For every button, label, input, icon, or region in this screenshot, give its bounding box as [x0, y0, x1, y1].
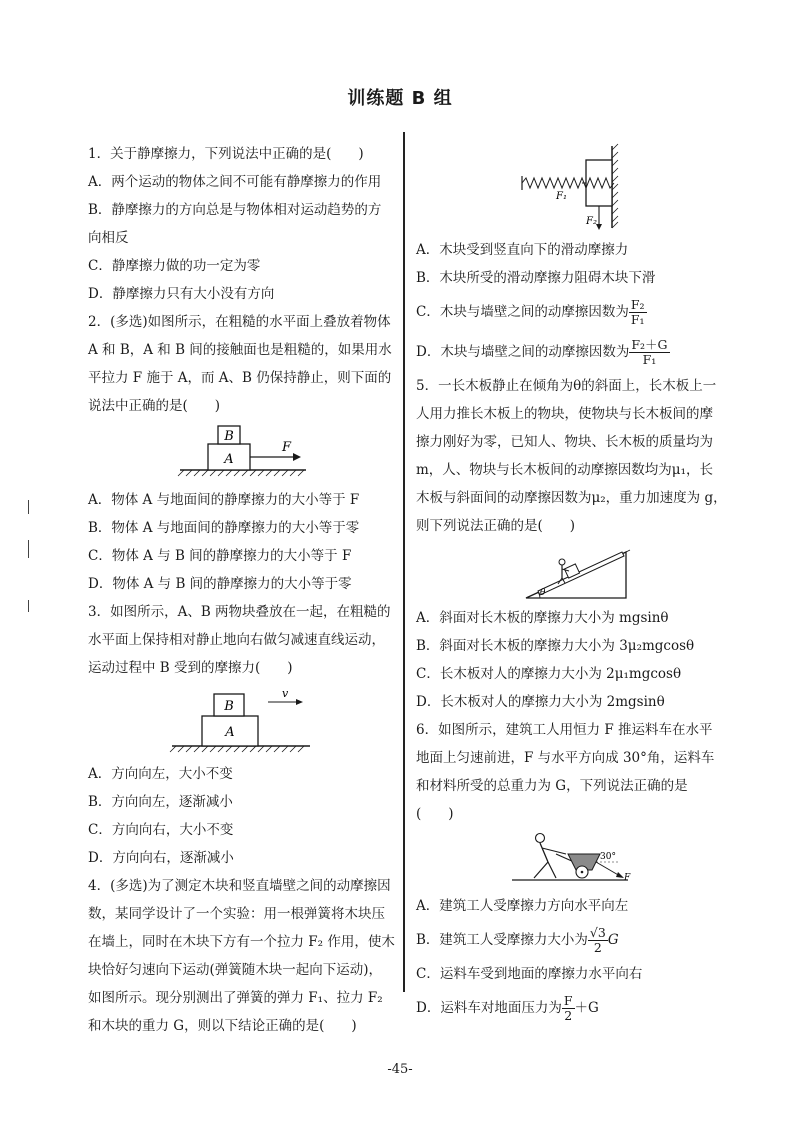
- question-4: [88, 872, 394, 1040]
- q4-option-b: B．木块所受的滑动摩擦力阻碍木块下滑: [416, 270, 656, 286]
- page-title: 训练题 B 组: [347, 88, 453, 109]
- q2-stem-line: A 和 B，A 和 B 间的接触面也是粗糙的，如果用水: [88, 342, 392, 358]
- velocity-arrowhead: [296, 699, 303, 705]
- q4-stem-line: 块恰好匀速向下运动(弹簧随木块一起向下运动)，: [88, 962, 383, 978]
- ground-hatch: [178, 470, 304, 476]
- question-3: [88, 598, 394, 872]
- spring-force-label: F₁: [556, 191, 567, 202]
- q6-stem-line: 6．如图所示，建筑工人用恒力 F 推运料车在水平: [416, 722, 713, 738]
- q6-option-d-fraction: [562, 994, 575, 1023]
- fraction-denominator: 2: [564, 1008, 573, 1023]
- q4-stem-line: 在墙上，同时在木块下方有一个拉力 F₂ 作用，使木: [88, 934, 395, 950]
- ground-hatch: [170, 746, 304, 752]
- question-6: [416, 716, 722, 1028]
- q5-stem-line: 人用力推长木板上的物块，使物块与长木板间的摩: [416, 406, 713, 422]
- q5-figure: [416, 540, 722, 604]
- q2-option-c: C．物体 A 与 B 间的静摩擦力的大小等于 F: [88, 548, 352, 564]
- q6-option-d-text: D．运料车对地面压力为: [416, 1000, 562, 1016]
- q1-option-b: B．静摩擦力的方向总是与物体相对运动趋势的方: [88, 202, 382, 218]
- q4-option-d: [416, 332, 722, 372]
- force-line: [596, 862, 620, 876]
- pull-force-label: F₂: [586, 216, 597, 227]
- q1-stem: 1．关于静摩擦力，下列说法中正确的是( ): [88, 146, 364, 162]
- q3-option-b: B．方向向左，逐渐减小: [88, 794, 233, 810]
- q4-figure: [416, 140, 722, 236]
- force-arrowhead: [293, 453, 301, 461]
- fraction-denominator: F₁: [630, 312, 645, 327]
- block-a-label: A: [224, 452, 234, 467]
- q5-stem-line: 则下列说法正确的是( ): [416, 518, 576, 534]
- q2-stem-line: 2．(多选)如图所示，在粗糙的水平面上叠放着物体: [88, 314, 391, 330]
- block-b-label: B: [224, 699, 234, 714]
- q6-option-b-fraction: [588, 926, 608, 955]
- q4-stem-line: 如图所示。现分别测出了弹簧的弹力 F₁、拉力 F₂: [88, 990, 383, 1006]
- fraction-numerator: √3: [589, 925, 606, 940]
- q5-stem-line: m，人、物块与长木板间的动摩擦因数均为μ₁，长: [416, 462, 713, 478]
- q5-stem-line: 5．一长木板静止在倾角为θ的斜面上，长木板上一: [416, 378, 717, 394]
- fraction-numerator: F₂: [630, 297, 645, 312]
- q6-figure: [416, 828, 722, 892]
- q1-option-c: C．静摩擦力做的功一定为零: [88, 258, 261, 274]
- left-column: [88, 140, 394, 1040]
- q6-option-d-tail: ＋G: [574, 1000, 599, 1016]
- right-column: [416, 140, 727, 1028]
- q6-option-d: [416, 988, 722, 1028]
- q5-option-c: C．长木板对人的摩擦力大小为 2μ₁mgcosθ: [416, 666, 682, 682]
- q4-option-c-text: C．木块与墙壁之间的动摩擦因数为: [416, 304, 629, 320]
- q1-option-d: D．静摩擦力只有大小没有方向: [88, 286, 275, 302]
- q6-option-b-tail: G: [607, 932, 619, 948]
- q3-option-a: A．方向向左，大小不变: [88, 766, 233, 782]
- q6-option-a: A．建筑工人受摩擦力方向水平向左: [416, 898, 629, 914]
- q1-option-b-cont: 向相反: [88, 230, 129, 246]
- q3-figure: [88, 682, 394, 760]
- person-head: [559, 559, 565, 565]
- q5-option-d: D．长木板对人的摩擦力大小为 2mgsinθ: [416, 694, 665, 710]
- force-arrowhead: [616, 872, 624, 878]
- q3-option-d: D．方向向右，逐渐减小: [88, 850, 234, 866]
- worker-leg-front: [548, 862, 556, 878]
- q2-option-d: D．物体 A 与 B 间的静摩擦力的大小等于零: [88, 576, 352, 592]
- q5-stem-line: 擦力刚好为零，已知人、物块、长木板的质量均为: [416, 434, 713, 450]
- q2-option-b: B．物体 A 与地面间的静摩擦力的大小等于零: [88, 520, 360, 536]
- cart-axle: [581, 871, 584, 874]
- fraction-numerator: F: [563, 993, 573, 1008]
- force-label: F: [624, 873, 631, 883]
- q3-stem-line: 3．如图所示，A、B 两物块叠放在一起，在粗糙的: [88, 604, 391, 620]
- velocity-label: v: [282, 687, 289, 700]
- angle-label: θ: [540, 588, 546, 598]
- q4-option-c: [416, 292, 722, 332]
- q3-stem-line: 水平面上保持相对静止地向右做匀减速直线运动，: [88, 632, 385, 648]
- q6-option-c: C．运料车受到地面的摩擦力水平向右: [416, 966, 643, 982]
- q2-stem-line: 说法中正确的是( ): [88, 398, 221, 414]
- worker-arm: [542, 848, 566, 854]
- q4-option-d-fraction: [629, 338, 669, 367]
- block-a-label: A: [225, 725, 235, 740]
- q4-stem-line: 4．(多选)为了测定木块和竖直墙壁之间的动摩擦因: [88, 878, 391, 894]
- worker-head: [536, 834, 545, 843]
- q3-stem-line: 运动过程中 B 受到的摩擦力( ): [88, 660, 293, 676]
- worker-leg-back: [534, 862, 548, 878]
- fraction-denominator: 2: [593, 940, 602, 955]
- q5-stem-line: 木板与斜面间的动摩擦因数为μ₂，重力加速度为 g，: [416, 490, 727, 506]
- q5-option-b: B．斜面对长木板的摩擦力大小为 3μ₂mgcosθ: [416, 638, 695, 654]
- q6-stem-line: ( ): [416, 806, 454, 822]
- q5-option-a: A．斜面对长木板的摩擦力大小为 mgsinθ: [416, 610, 669, 626]
- q3-option-c: C．方向向右，大小不变: [88, 822, 234, 838]
- fraction-numerator: F₂＋G: [631, 337, 668, 352]
- worker-body: [540, 843, 548, 862]
- wall-hatch: [612, 144, 618, 228]
- q2-option-a: A．物体 A 与地面间的静摩擦力的大小等于 F: [88, 492, 360, 508]
- q6-option-b: [416, 920, 722, 960]
- q2-stem-line: 平拉力 F 施于 A，而 A、B 仍保持静止，则下面的: [88, 370, 392, 386]
- scan-margin-marks: [28, 500, 30, 640]
- q6-stem-line: 地面上匀速前进，F 与水平方向成 30°角，运料车: [416, 750, 715, 766]
- fraction-denominator: F₁: [642, 352, 657, 367]
- q4-stem-line: 和木块的重力 G，则以下结论正确的是( ): [88, 1018, 357, 1034]
- q4-option-c-fraction: [629, 298, 647, 327]
- question-1: [88, 140, 394, 308]
- page-number: -45-: [387, 1062, 413, 1077]
- angle-label: 30°: [600, 852, 616, 862]
- column-divider: [403, 132, 405, 992]
- q1-option-a: A．两个运动的物体之间不可能有静摩擦力的作用: [88, 174, 382, 190]
- question-5: [416, 372, 727, 716]
- q4-stem-line: 数，某同学设计了一个实验：用一根弹簧将木块压: [88, 906, 385, 922]
- force-label: F: [282, 440, 292, 455]
- q2-figure: [88, 420, 394, 486]
- q4-option-a: A．木块受到竖直向下的滑动摩擦力: [416, 242, 629, 258]
- q4-option-d-text: D．木块与墙壁之间的动摩擦因数为: [416, 344, 630, 360]
- q6-stem-line: 和材料所受的总重力为 G，下列说法正确的是: [416, 778, 688, 794]
- question-2: [88, 308, 394, 598]
- q6-option-b-text: B．建筑工人受摩擦力大小为: [416, 932, 588, 948]
- block-b-label: B: [224, 429, 234, 444]
